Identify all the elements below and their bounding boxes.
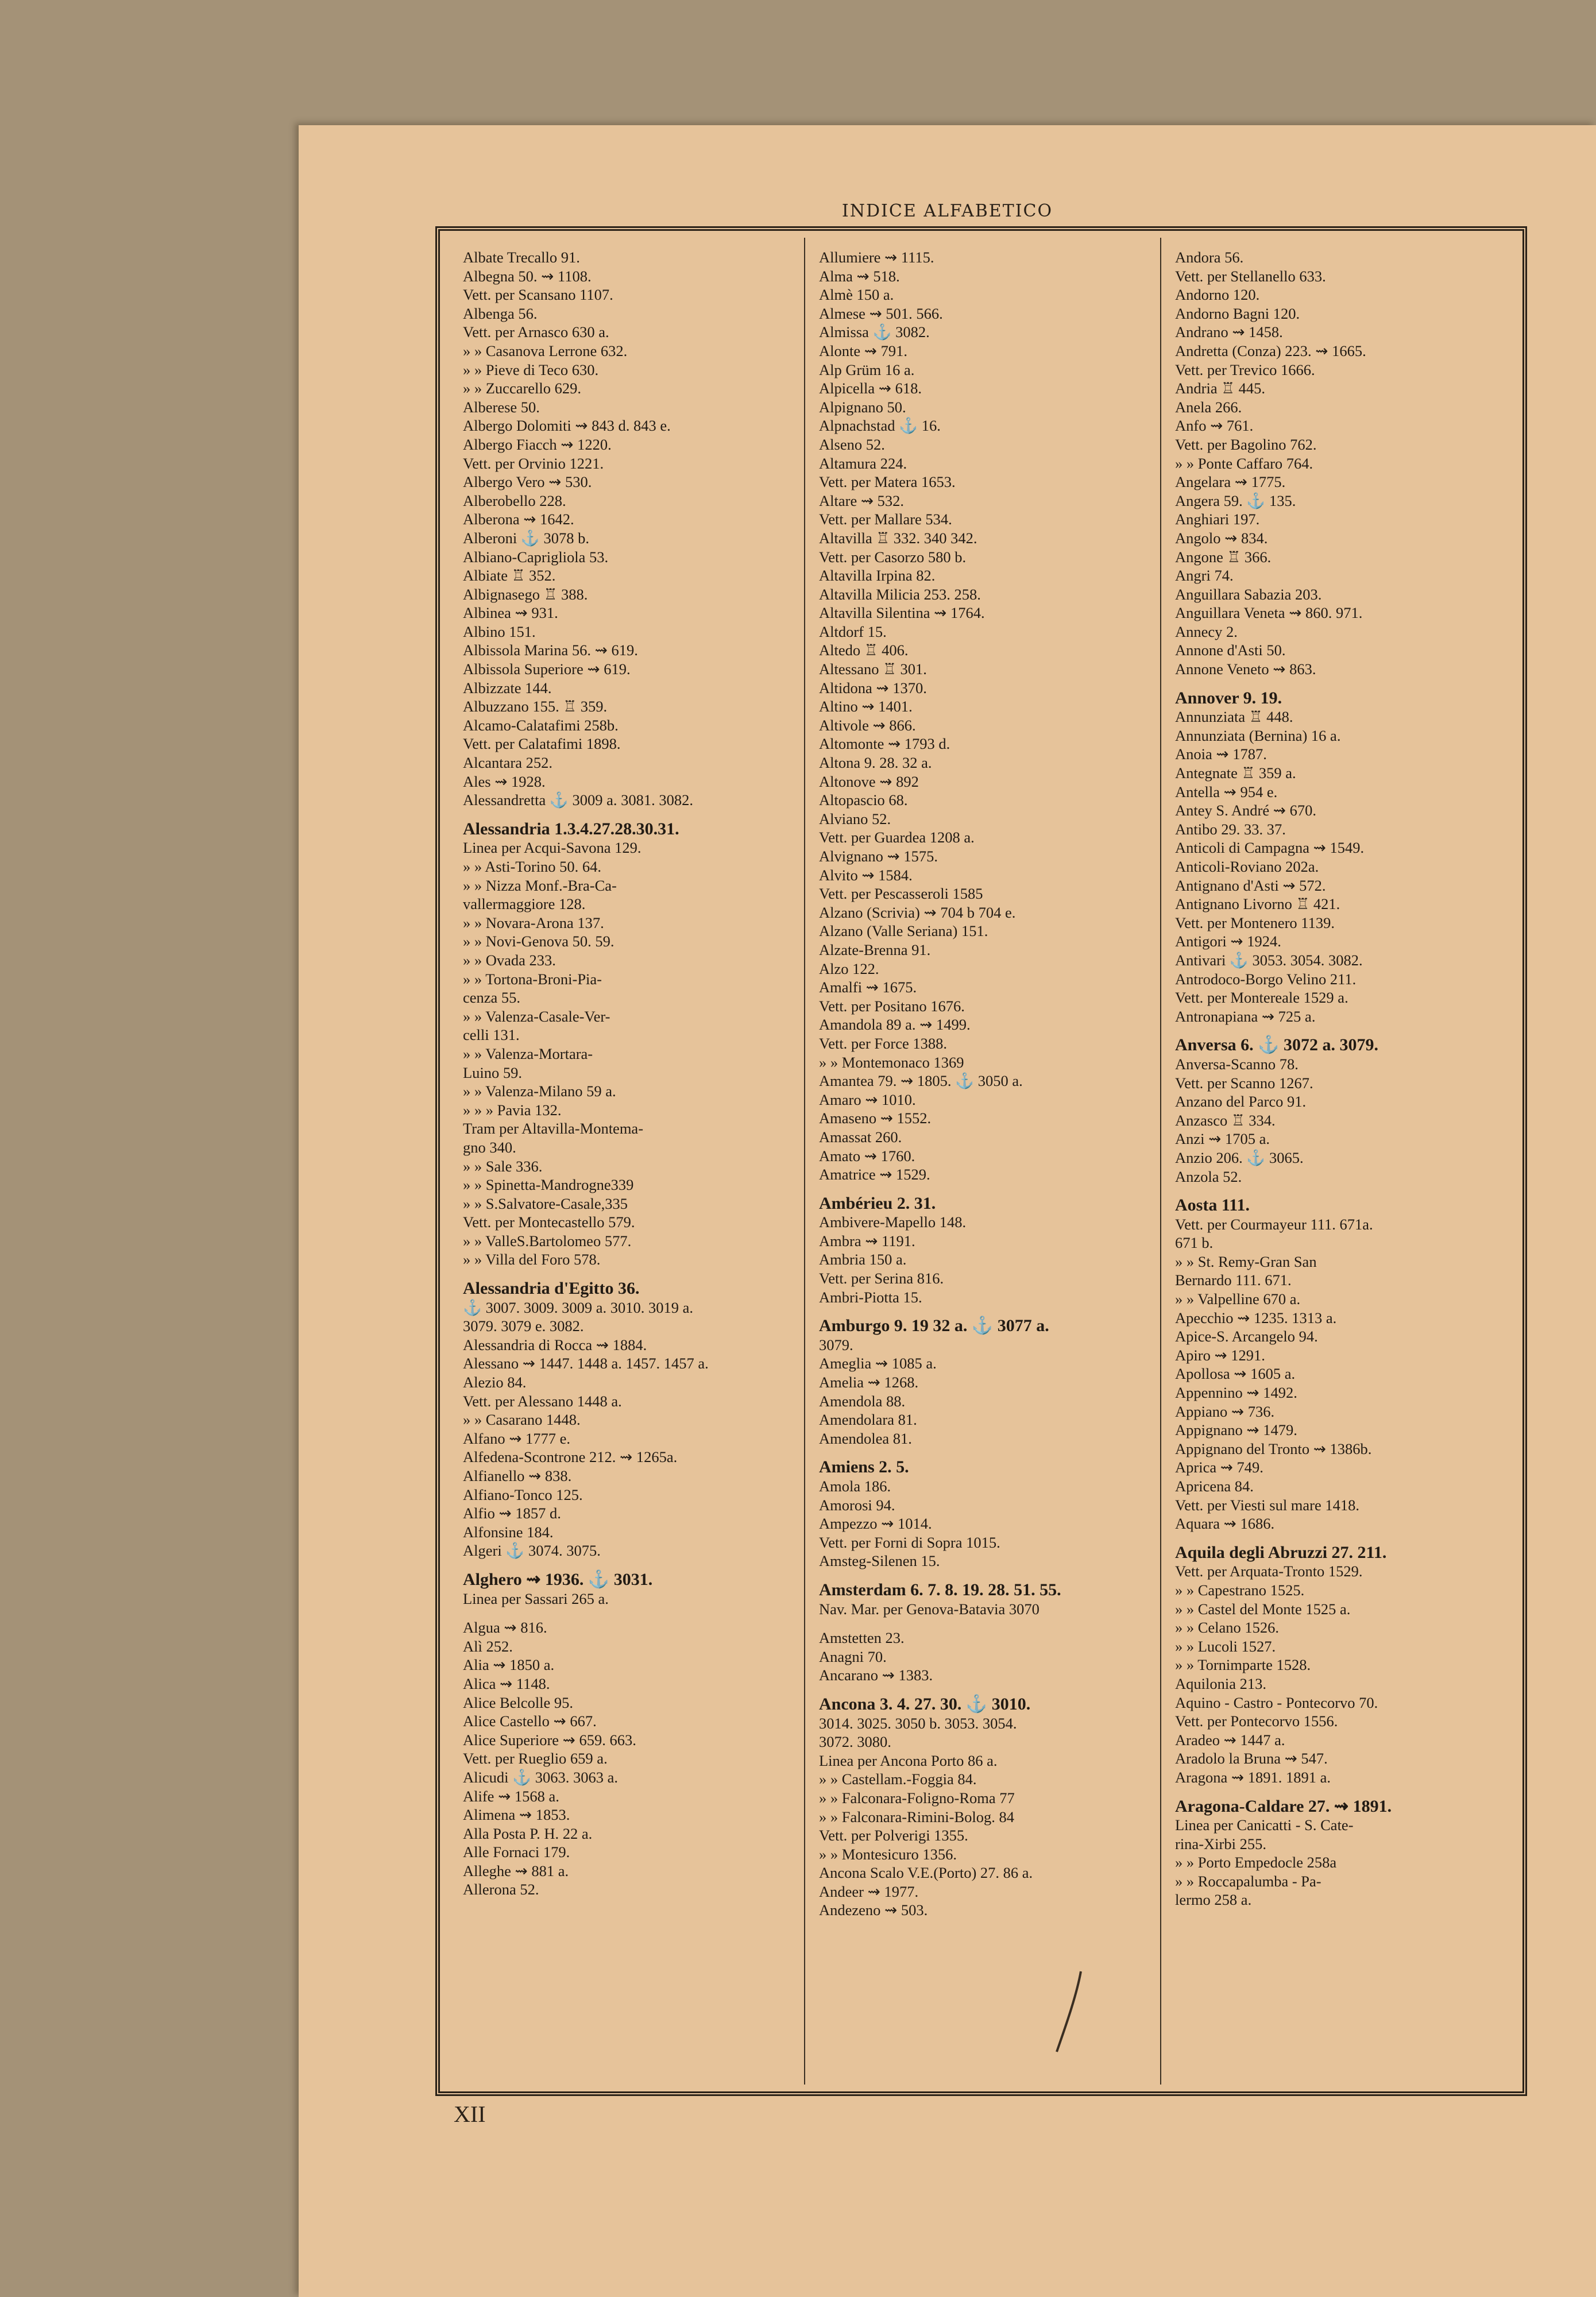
index-entry: » » Sale 336. <box>463 1157 543 1175</box>
index-entry: » » Asti-Torino 50. 64. <box>463 858 602 875</box>
index-entry: Angera 59. ⚓ 135. <box>1175 492 1296 509</box>
index-entry: Antivari ⚓ 3053. 3054. 3082. <box>1175 951 1363 969</box>
index-entry: Angelara ⇝ 1775. <box>1175 473 1286 491</box>
index-entry: Algeri ⚓ 3074. 3075. <box>463 1542 601 1560</box>
entry-gap <box>463 1269 796 1279</box>
index-entry: Anguillara Sabazia 203. <box>1175 585 1322 603</box>
index-entry: Antibo 29. 33. 37. <box>1175 820 1286 838</box>
index-entry: Vett. per Scanno 1267. <box>1175 1074 1313 1092</box>
index-entry: Vett. per Serina 816. <box>819 1270 944 1287</box>
index-entry: Albiate ♖ 352. <box>463 567 556 585</box>
index-entry: Antella ⇝ 954 e. <box>1175 783 1278 801</box>
index-entry: Linea per Sassari 265 a. <box>463 1590 609 1607</box>
entry-gap <box>819 1306 1152 1317</box>
index-entry: Vett. per Courmayeur 111. 671a. <box>1175 1215 1373 1233</box>
index-entry: » » Novara-Arona 137. <box>463 914 604 931</box>
index-entry: » » Valenza-Casale-Ver- <box>463 1007 610 1025</box>
index-entry: » » Novi-Genova 50. 59. <box>463 933 615 950</box>
index-entry: Anagni 70. <box>819 1648 887 1665</box>
column-divider <box>1160 238 1161 2085</box>
index-entry: » » Montemonaco 1369 <box>819 1053 964 1071</box>
index-column-2 <box>819 248 1152 1920</box>
index-entry: Ales ⇝ 1928. <box>463 772 546 790</box>
index-entry: Amsteg-Silenen 15. <box>819 1552 940 1570</box>
index-entry: Ambri-Piotta 15. <box>819 1288 922 1306</box>
index-entry: » » Ovada 233. <box>463 951 556 969</box>
index-entry: Alife ⇝ 1568 a. <box>463 1787 559 1805</box>
headword-entry: Amiens 2. 5. <box>819 1457 909 1477</box>
index-entry: Ancona Scalo V.E.(Porto) 27. 86 a. <box>819 1864 1033 1882</box>
index-entry: Anela 266. <box>1175 398 1242 416</box>
index-entry: Alpnachstad ⚓ 16. <box>819 417 941 435</box>
index-entry: Alfedena-Scontrone 212. ⇝ 1265a. <box>463 1448 678 1466</box>
index-entry: Albergo Vero ⇝ 530. <box>463 473 592 491</box>
index-entry: Alessandria di Rocca ⇝ 1884. <box>463 1336 647 1354</box>
index-entry: Alia ⇝ 1850 a. <box>463 1656 555 1674</box>
index-entry: Altopascio 68. <box>819 791 908 809</box>
index-entry: 3014. 3025. 3050 b. 3053. 3054. <box>819 1714 1017 1732</box>
index-entry: » » S.Salvatore-Casale,335 <box>463 1194 628 1212</box>
index-entry: Vett. per Pescasseroli 1585 <box>819 885 983 903</box>
index-entry: Vett. per Mallare 534. <box>819 511 952 528</box>
index-entry: » » Valenza-Mortara- <box>463 1045 593 1062</box>
index-entry: Vett. per Guardea 1208 a. <box>819 829 975 846</box>
index-entry: » » Villa del Foro 578. <box>463 1251 601 1269</box>
index-entry: Altino ⇝ 1401. <box>819 698 913 716</box>
index-entry: » » » Pavia 132. <box>463 1101 562 1119</box>
index-entry: » » Pieve di Teco 630. <box>463 361 599 378</box>
index-entry: Apiro ⇝ 1291. <box>1175 1346 1265 1364</box>
index-entry: Vett. per Force 1388. <box>819 1034 947 1052</box>
index-entry: Annone Veneto ⇝ 863. <box>1175 660 1316 678</box>
headword-entry: Alghero ⇝ 1936. ⚓ 3031. <box>463 1569 653 1589</box>
index-entry: Antigori ⇝ 1924. <box>1175 933 1281 950</box>
headword-entry: Aragona-Caldare 27. ⇝ 1891. <box>1175 1796 1392 1816</box>
index-entry: Alla Posta P. H. 22 a. <box>463 1824 593 1842</box>
entry-gap <box>1175 1026 1508 1036</box>
entry-gap <box>819 1618 1152 1629</box>
index-entry: » » Nizza Monf.-Bra-Ca- <box>463 876 617 894</box>
index-entry: Alica ⇝ 1148. <box>463 1675 550 1692</box>
index-entry: Antey S. André ⇝ 670. <box>1175 802 1316 819</box>
index-entry: Alice Superiore ⇝ 659. 663. <box>463 1731 636 1749</box>
index-entry: Anfo ⇝ 761. <box>1175 417 1254 435</box>
index-entry: Anoia ⇝ 1787. <box>1175 745 1267 763</box>
index-entry: Albignasego ♖ 388. <box>463 585 588 603</box>
index-entry: » » ValleS.Bartolomeo 577. <box>463 1232 632 1250</box>
entry-gap <box>463 810 796 820</box>
index-entry: rina-Xirbi 255. <box>1175 1835 1266 1853</box>
index-entry: Algua ⇝ 816. <box>463 1619 547 1637</box>
index-entry: Almè 150 a. <box>819 286 894 304</box>
index-entry: » » Falconara-Foligno-Roma 77 <box>819 1789 1015 1807</box>
entry-gap <box>463 1560 796 1571</box>
index-entry: Antignano Livorno ♖ 421. <box>1175 895 1340 913</box>
index-entry: Altomonte ⇝ 1793 d. <box>819 735 950 753</box>
index-entry: Vett. per Rueglio 659 a. <box>463 1750 608 1768</box>
index-entry: » » Castellam.-Foggia 84. <box>819 1770 977 1788</box>
page <box>299 125 1596 2297</box>
page-number: XII <box>454 2101 486 2127</box>
index-entry: Anzio 206. ⚓ 3065. <box>1175 1148 1304 1166</box>
index-entry: Bernardo 111. 671. <box>1175 1271 1292 1289</box>
index-entry: » » Falconara-Rimini-Bolog. 84 <box>819 1808 1015 1826</box>
index-entry: Apricena 84. <box>1175 1478 1254 1495</box>
index-entry: Altavilla Milicia 253. 258. <box>819 585 981 603</box>
entry-gap <box>819 1184 1152 1194</box>
index-entry: Albissola Marina 56. ⇝ 619. <box>463 641 638 659</box>
index-entry: Apollosa ⇝ 1605 a. <box>1175 1365 1296 1383</box>
index-entry: Altonove ⇝ 892 <box>819 772 919 790</box>
index-entry: Alberese 50. <box>463 398 540 416</box>
index-entry: Angone ♖ 366. <box>1175 548 1272 566</box>
index-entry: Vett. per Scansano 1107. <box>463 286 613 304</box>
index-entry: Altavilla ♖ 332. 340 342. <box>819 529 977 547</box>
index-entry: Antignano d'Asti ⇝ 572. <box>1175 876 1326 894</box>
index-entry: Alfano ⇝ 1777 e. <box>463 1429 571 1447</box>
index-entry: gno 340. <box>463 1138 516 1156</box>
index-entry: Albissola Superiore ⇝ 619. <box>463 660 631 678</box>
index-entry: Nav. Mar. per Genova-Batavia 3070 <box>819 1600 1039 1618</box>
index-entry: Annone d'Asti 50. <box>1175 641 1286 659</box>
index-entry: » » Casanova Lerrone 632. <box>463 342 628 359</box>
entry-gap <box>819 1448 1152 1458</box>
entry-gap <box>1175 1787 1508 1797</box>
index-entry: » » Celano 1526. <box>1175 1619 1280 1637</box>
index-entry: Albenga 56. <box>463 304 538 322</box>
index-entry: Alicudi ⚓ 3063. 3063 a. <box>463 1768 618 1786</box>
index-entry: » » Castel del Monte 1525 a. <box>1175 1600 1351 1618</box>
index-entry: Aquara ⇝ 1686. <box>1175 1515 1275 1533</box>
index-entry: » » Porto Empedocle 258a <box>1175 1854 1337 1871</box>
index-entry: Vett. per Arquata-Tronto 1529. <box>1175 1563 1363 1580</box>
index-entry: » » Tortona-Broni-Pia- <box>463 970 602 988</box>
index-entry: Alzano (Scrivia) ⇝ 704 b 704 e. <box>819 903 1016 921</box>
index-entry: Alvito ⇝ 1584. <box>819 866 913 884</box>
headword-entry: Alessandria 1.3.4.27.28.30.31. <box>463 819 679 838</box>
index-entry: Amalfi ⇝ 1675. <box>819 979 917 996</box>
index-entry: Altedo ♖ 406. <box>819 641 909 659</box>
index-entry: Ambra ⇝ 1191. <box>819 1232 915 1250</box>
index-entry: Anticoli di Campagna ⇝ 1549. <box>1175 839 1365 857</box>
entry-gap <box>1175 1533 1508 1544</box>
headword-entry: Ambérieu 2. 31. <box>819 1193 936 1213</box>
index-entry: Vett. per Montereale 1529 a. <box>1175 989 1348 1007</box>
headword-entry: Aosta 111. <box>1175 1196 1250 1215</box>
index-entry: Vett. per Arnasco 630 a. <box>463 323 609 341</box>
index-column-1 <box>463 248 796 1899</box>
index-entry: Appiano ⇝ 736. <box>1175 1402 1275 1420</box>
headword-entry: Amburgo 9. 19 32 a. ⚓ 3077 a. <box>819 1316 1049 1336</box>
headword-entry: Ancona 3. 4. 27. 30. ⚓ 3010. <box>819 1694 1031 1714</box>
index-entry: » » Zuccarello 629. <box>463 380 582 397</box>
index-entry: Almese ⇝ 501. 566. <box>819 304 943 322</box>
index-entry: Alpicella ⇝ 618. <box>819 380 922 397</box>
index-entry: Alice Belcolle 95. <box>463 1693 574 1711</box>
index-entry: Vett. per Bagolino 762. <box>1175 435 1317 453</box>
index-entry: Amola 186. <box>819 1478 891 1495</box>
index-entry: Anzano del Parco 91. <box>1175 1093 1307 1111</box>
index-entry: Allerona 52. <box>463 1881 539 1898</box>
index-entry: » » Valpelline 670 a. <box>1175 1290 1301 1308</box>
index-entry: Andria ♖ 445. <box>1175 380 1265 397</box>
index-entry: Andezeno ⇝ 503. <box>819 1901 928 1919</box>
index-entry: Antrodoco-Borgo Velino 211. <box>1175 970 1357 988</box>
index-entry: Albiano-Caprigliola 53. <box>463 548 609 566</box>
index-entry: Altavilla Silentina ⇝ 1764. <box>819 604 985 622</box>
index-entry: Amatrice ⇝ 1529. <box>819 1166 930 1184</box>
index-entry: 3072. 3080. <box>819 1733 891 1751</box>
index-entry: Amaseno ⇝ 1552. <box>819 1109 932 1127</box>
index-entry: Allumiere ⇝ 1115. <box>819 249 934 266</box>
index-entry: Alfianello ⇝ 838. <box>463 1467 572 1484</box>
index-entry: Anzola 52. <box>1175 1167 1242 1185</box>
index-entry: Ambria 150 a. <box>819 1251 907 1269</box>
index-entry: Albinea ⇝ 931. <box>463 604 558 622</box>
index-column-3 <box>1175 248 1508 1909</box>
index-entry: Alessano ⇝ 1447. 1448 a. 1457. 1457 a. <box>463 1355 709 1372</box>
index-entry: Linea per Ancona Porto 86 a. <box>819 1751 998 1769</box>
index-entry: » » Capestrano 1525. <box>1175 1581 1305 1599</box>
index-entry: Apecchio ⇝ 1235. 1313 a. <box>1175 1309 1337 1327</box>
index-entry: Alice Castello ⇝ 667. <box>463 1712 597 1730</box>
index-entry: Aprica ⇝ 749. <box>1175 1459 1263 1476</box>
index-entry: Vett. per Positano 1676. <box>819 997 965 1015</box>
index-entry: Amandola 89 a. ⇝ 1499. <box>819 1016 971 1034</box>
index-entry: ⚓ 3007. 3009. 3009 a. 3010. 3019 a. <box>463 1298 694 1316</box>
index-entry: Amantea 79. ⇝ 1805. ⚓ 3050 a. <box>819 1072 1023 1090</box>
index-entry: Albate Trecallo 91. <box>463 249 580 266</box>
index-entry: Appignano ⇝ 1479. <box>1175 1421 1297 1439</box>
index-entry: Vett. per Calatafimi 1898. <box>463 735 621 753</box>
index-entry: Amato ⇝ 1760. <box>819 1147 915 1165</box>
index-entry: Angolo ⇝ 834. <box>1175 529 1268 547</box>
index-entry: Ameglia ⇝ 1085 a. <box>819 1355 937 1372</box>
index-entry: Alessandretta ⚓ 3009 a. 3081. 3082. <box>463 791 693 809</box>
index-entry: Alfio ⇝ 1857 d. <box>463 1505 561 1522</box>
index-entry: Andora 56. <box>1175 249 1244 266</box>
index-entry: Alonte ⇝ 791. <box>819 342 907 359</box>
index-entry: Antegnate ♖ 359 a. <box>1175 764 1296 782</box>
index-entry: Vett. per Matera 1653. <box>819 473 956 491</box>
index-entry: Altare ⇝ 532. <box>819 492 905 509</box>
index-entry: Vett. per Casorzo 580 b. <box>819 548 967 566</box>
index-entry: Almissa ⚓ 3082. <box>819 323 930 341</box>
index-entry: Annunziata (Bernina) 16 a. <box>1175 726 1341 744</box>
index-entry: Vett. per Trevico 1666. <box>1175 361 1315 378</box>
index-entry: Aradeo ⇝ 1447 a. <box>1175 1731 1285 1749</box>
index-entry: Tram per Altavilla-Montema- <box>463 1120 644 1138</box>
index-entry: Altona 9. 28. 32 a. <box>819 754 932 772</box>
index-entry: Aradolo la Bruna ⇝ 547. <box>1175 1750 1328 1768</box>
index-entry: Anticoli-Roviano 202a. <box>1175 858 1319 875</box>
index-entry: lermo 258 a. <box>1175 1891 1252 1909</box>
index-entry: Alma ⇝ 518. <box>819 267 900 285</box>
index-entry: 3079. <box>819 1336 853 1354</box>
index-entry: Linea per Canicatti - S. Cate- <box>1175 1816 1354 1834</box>
ink-mark <box>1041 1969 1110 2055</box>
index-entry: Anzasco ♖ 334. <box>1175 1111 1276 1129</box>
index-entry: Albizzate 144. <box>463 679 552 697</box>
index-entry: Altdorf 15. <box>819 622 887 640</box>
index-entry: Alcamo-Calatafimi 258b. <box>463 716 619 734</box>
index-entry: Alì 252. <box>463 1637 513 1655</box>
headword-entry: Amsterdam 6. 7. 8. 19. 28. 51. 55. <box>819 1580 1061 1599</box>
entry-gap <box>463 1608 796 1618</box>
index-entry: Vett. per Alessano 1448 a. <box>463 1392 622 1410</box>
index-entry: 671 b. <box>1175 1234 1214 1252</box>
index-entry: » » Valenza-Milano 59 a. <box>463 1082 616 1100</box>
index-entry: Annunziata ♖ 448. <box>1175 708 1293 726</box>
index-entry: vallermaggiore 128. <box>463 895 586 913</box>
index-entry: Altidona ⇝ 1370. <box>819 679 927 697</box>
index-entry: » » Montesicuro 1356. <box>819 1845 957 1863</box>
index-entry: Alzo 122. <box>819 960 879 977</box>
index-entry: Anguillara Veneta ⇝ 860. 971. <box>1175 604 1363 622</box>
index-entry: Apice-S. Arcangelo 94. <box>1175 1328 1318 1345</box>
index-entry: Vett. per Orvinio 1221. <box>463 454 604 472</box>
index-entry: Alberoni ⚓ 3078 b. <box>463 529 589 547</box>
index-entry: Vett. per Pontecorvo 1556. <box>1175 1712 1338 1730</box>
index-entry: Amstetten 23. <box>819 1629 905 1647</box>
index-entry: Altavilla Irpina 82. <box>819 567 936 585</box>
index-entry: Alberona ⇝ 1642. <box>463 511 574 528</box>
index-entry: Alseno 52. <box>819 435 885 453</box>
index-entry: Aquino - Castro - Pontecorvo 70. <box>1175 1693 1378 1711</box>
index-entry: Linea per Acqui-Savona 129. <box>463 839 642 857</box>
index-entry: Alpignano 50. <box>819 398 906 416</box>
index-entry: Angri 74. <box>1175 567 1234 585</box>
index-entry: cenza 55. <box>463 989 521 1007</box>
index-entry: » » Spinetta-Mandrogne339 <box>463 1176 634 1194</box>
index-entry: Albergo Fiacch ⇝ 1220. <box>463 435 612 453</box>
index-entry: Vett. per Polverigi 1355. <box>819 1827 968 1844</box>
index-entry: Ambivere-Mapello 148. <box>819 1213 967 1231</box>
index-entry: Alviano 52. <box>819 810 891 827</box>
index-entry: Vett. per Stellanello 633. <box>1175 267 1326 285</box>
index-entry: Alzate-Brenna 91. <box>819 941 931 958</box>
index-entry: Alle Fornaci 179. <box>463 1843 570 1861</box>
index-entry: Amendolara 81. <box>819 1411 917 1429</box>
index-entry: Vett. per Viesti sul mare 1418. <box>1175 1496 1360 1514</box>
index-entry: » » Tornimparte 1528. <box>1175 1656 1311 1674</box>
index-entry: Andeer ⇝ 1977. <box>819 1882 919 1900</box>
index-entry: Alfonsine 184. <box>463 1523 554 1541</box>
index-entry: Amendolea 81. <box>819 1429 912 1447</box>
index-entry: Alcantara 252. <box>463 754 552 772</box>
index-entry: Amaro ⇝ 1010. <box>819 1091 916 1108</box>
index-entry: Aragona ⇝ 1891. 1891 a. <box>1175 1768 1331 1786</box>
index-entry: Andrano ⇝ 1458. <box>1175 323 1283 341</box>
index-entry: Luino 59. <box>463 1064 523 1081</box>
index-entry: » » Lucoli 1527. <box>1175 1637 1276 1655</box>
index-entry: 3079. 3079 e. 3082. <box>463 1317 584 1335</box>
index-entry: Alleghe ⇝ 881 a. <box>463 1862 569 1880</box>
index-entry: Andorno 120. <box>1175 286 1260 304</box>
index-entry: Albino 151. <box>463 622 536 640</box>
index-entry: » » Roccapalumba - Pa- <box>1175 1872 1321 1890</box>
index-entry: Amendola 88. <box>819 1392 906 1410</box>
page-header: INDICE ALFABETICO <box>841 201 1053 221</box>
index-entry: Alberobello 228. <box>463 492 566 509</box>
index-entry: » » St. Remy-Gran San <box>1175 1252 1317 1270</box>
index-entry: Andretta (Conza) 223. ⇝ 1665. <box>1175 342 1366 359</box>
index-entry: Aquilonia 213. <box>1175 1675 1266 1692</box>
index-entry: Vett. per Forni di Sopra 1015. <box>819 1533 1000 1551</box>
entry-gap <box>819 1571 1152 1581</box>
index-entry: celli 131. <box>463 1026 520 1044</box>
index-entry: » » Ponte Caffaro 764. <box>1175 454 1313 472</box>
index-entry: Amorosi 94. <box>819 1496 895 1514</box>
index-entry: Altessano ♖ 301. <box>819 660 927 678</box>
entry-gap <box>819 1685 1152 1695</box>
headword-entry: Aquila degli Abruzzi 27. 211. <box>1175 1542 1387 1562</box>
index-entry: Alvignano ⇝ 1575. <box>819 848 938 865</box>
headword-entry: Anversa 6. ⚓ 3072 a. 3079. <box>1175 1035 1379 1055</box>
index-entry: Alzano (Valle Seriana) 151. <box>819 922 988 940</box>
index-entry: Anversa-Scanno 78. <box>1175 1055 1299 1073</box>
index-entry: Andorno Bagni 120. <box>1175 304 1300 322</box>
entry-gap <box>1175 1186 1508 1196</box>
index-entry: Anghiari 197. <box>1175 511 1260 528</box>
index-entry: Albegna 50. ⇝ 1108. <box>463 267 592 285</box>
index-entry: Ampezzo ⇝ 1014. <box>819 1515 932 1533</box>
index-entry: Alezio 84. <box>463 1374 527 1391</box>
index-entry: Albuzzano 155. ♖ 359. <box>463 698 608 716</box>
index-entry: Altivole ⇝ 866. <box>819 716 916 734</box>
index-frame <box>435 226 1527 2096</box>
index-entry: Annecy 2. <box>1175 622 1238 640</box>
index-entry: Alfiano-Tonco 125. <box>463 1486 583 1503</box>
index-entry: Altamura 224. <box>819 454 907 472</box>
index-entry: » » Casarano 1448. <box>463 1411 581 1429</box>
index-entry: Amelia ⇝ 1268. <box>819 1374 919 1391</box>
index-entry: Appignano del Tronto ⇝ 1386b. <box>1175 1440 1372 1457</box>
index-entry: Amassat 260. <box>819 1128 902 1146</box>
index-entry: Appennino ⇝ 1492. <box>1175 1384 1297 1402</box>
index-entry: Alimena ⇝ 1853. <box>463 1806 570 1824</box>
index-entry: Ancarano ⇝ 1383. <box>819 1666 933 1684</box>
index-entry: Albergo Dolomiti ⇝ 843 d. 843 e. <box>463 417 671 435</box>
index-entry: Antronapiana ⇝ 725 a. <box>1175 1007 1316 1025</box>
index-entry: Vett. per Montecastello 579. <box>463 1213 635 1231</box>
entry-gap <box>1175 679 1508 689</box>
index-entry: Alp Grüm 16 a. <box>819 361 915 378</box>
column-divider <box>804 238 805 2085</box>
index-entry: Vett. per Montenero 1139. <box>1175 914 1335 931</box>
headword-entry: Alessandria d'Egitto 36. <box>463 1279 640 1298</box>
headword-entry: Annover 9. 19. <box>1175 688 1282 707</box>
index-entry: Anzi ⇝ 1705 a. <box>1175 1130 1270 1148</box>
